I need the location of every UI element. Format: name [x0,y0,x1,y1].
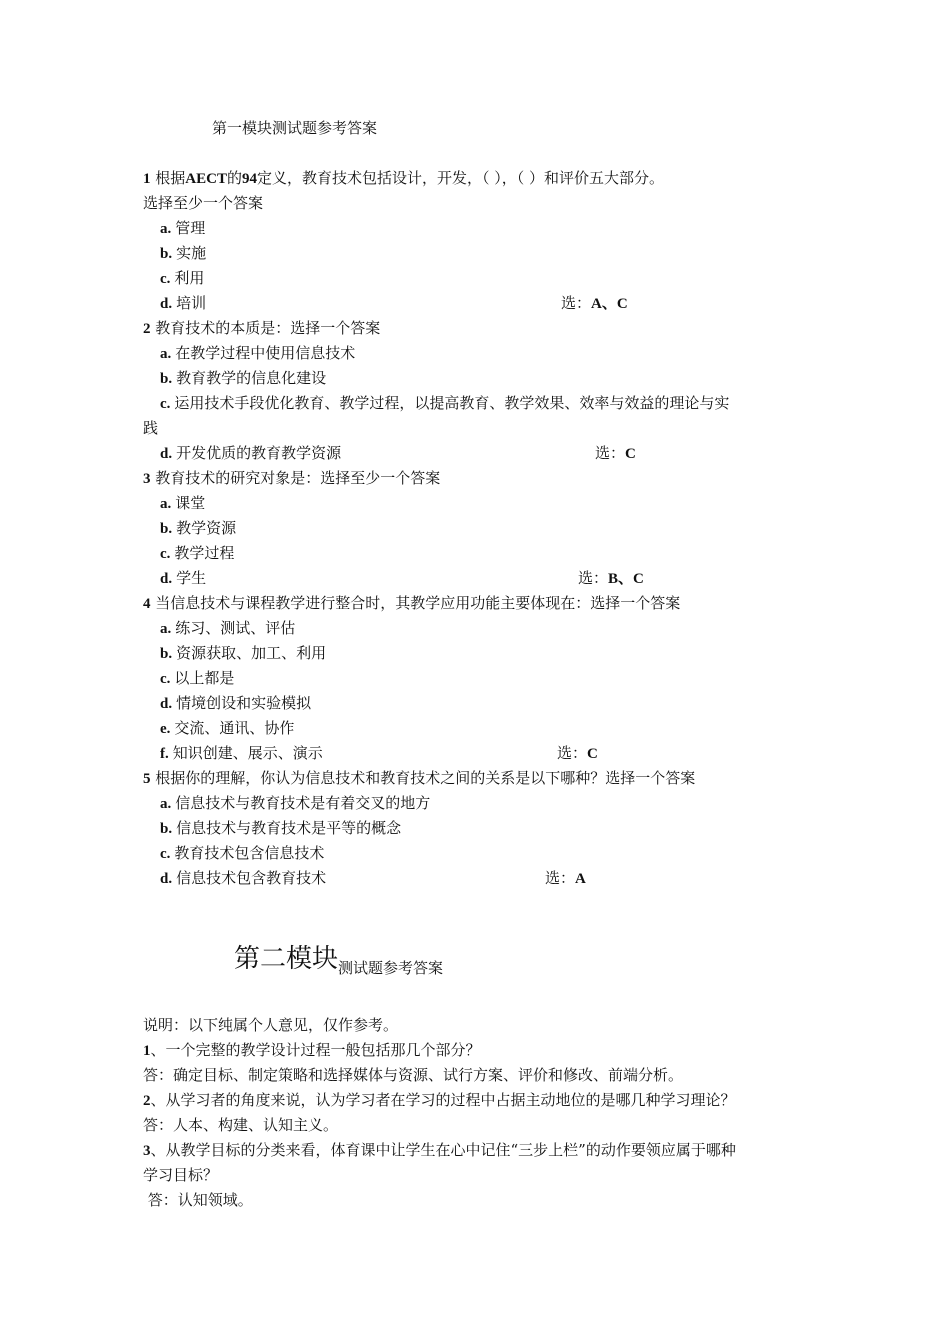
question-number: 1 [143,171,151,187]
module2-note: 说明：以下纯属个人意见，仅作参考。 [143,1016,399,1034]
answer: 选：A [545,869,586,887]
answer: 选：C [595,444,636,462]
option: b. 实施 [160,244,207,262]
question-hint: 选择至少一个答案 [143,194,264,212]
option: e. 交流、通讯、协作 [160,719,295,737]
question-number: 3 [143,471,151,487]
option: a. 管理 [160,219,206,237]
question-1: 1 根据AECT的94定义，教育技术包括设计，开发，（ ），（ ）和评价五大部分。 [143,169,665,187]
option-continuation: 践 [143,419,159,437]
question-number: 5 [143,771,151,787]
module1-title: 第一模块测试题参考答案 [212,119,378,137]
question-3: 3 教育技术的研究对象是：选择至少一个答案 [143,469,441,487]
option: d. 情境创设和实验模拟 [160,694,312,712]
module2-answer-2: 答：人本、构建、认知主义。 [143,1116,339,1134]
question-5: 5 根据你的理解，你认为信息技术和教育技术之间的关系是以下哪种？选择一个答案 [143,769,696,787]
module2-question-3-continuation: 学习目标？ [143,1166,219,1184]
answer: 选：B、C [578,569,644,587]
question-number: 2 [143,321,151,337]
option: a. 信息技术与教育技术是有着交叉的地方 [160,794,431,812]
option: d. 学生 [160,569,207,587]
option: a. 练习、测试、评估 [160,619,296,637]
option: c. 利用 [160,269,205,287]
answer: 选：A、C [561,294,628,312]
module2-question-3: 3、从教学目标的分类来看，体育课中让学生在心中记住“三步上栏”的动作要领应属于哪种 [143,1141,736,1159]
module2-question-1: 1、一个完整的教学设计过程一般包括那几个部分？ [143,1041,481,1059]
option: c. 教学过程 [160,544,235,562]
module2-question-2: 2、从学习者的角度来说，认为学习者在学习的过程中占据主动地位的是哪几种学习理论？ [143,1091,736,1109]
option: b. 信息技术与教育技术是平等的概念 [160,819,402,837]
question-4: 4 当信息技术与课程教学进行整合时，其教学应用功能主要体现在：选择一个答案 [143,594,681,612]
option: c. 教育技术包含信息技术 [160,844,325,862]
option: d. 开发优质的教育教学资源 [160,444,342,462]
option: c. 以上都是 [160,669,235,687]
option: a. 课堂 [160,494,206,512]
answer: 选：C [557,744,598,762]
option: d. 信息技术包含教育技术 [160,869,327,887]
module2-answer-1: 答：确定目标、制定策略和选择媒体与资源、试行方案、评价和修改、前端分析。 [143,1066,684,1084]
option: d. 培训 [160,294,207,312]
module2-title: 第二模块测试题参考答案 [234,944,444,977]
option: f. 知识创建、展示、演示 [160,744,323,762]
option: c. 运用技术手段优化教育、教学过程，以提高教育、教学效果、效率与效益的理论与实 [160,394,730,412]
option: a. 在教学过程中使用信息技术 [160,344,356,362]
module2-answer-3: 答：认知领域。 [143,1191,253,1209]
option: b. 教学资源 [160,519,237,537]
option: b. 资源获取、加工、利用 [160,644,327,662]
option: b. 教育教学的信息化建设 [160,369,327,387]
question-2: 2 教育技术的本质是：选择一个答案 [143,319,381,337]
question-number: 4 [143,596,151,612]
